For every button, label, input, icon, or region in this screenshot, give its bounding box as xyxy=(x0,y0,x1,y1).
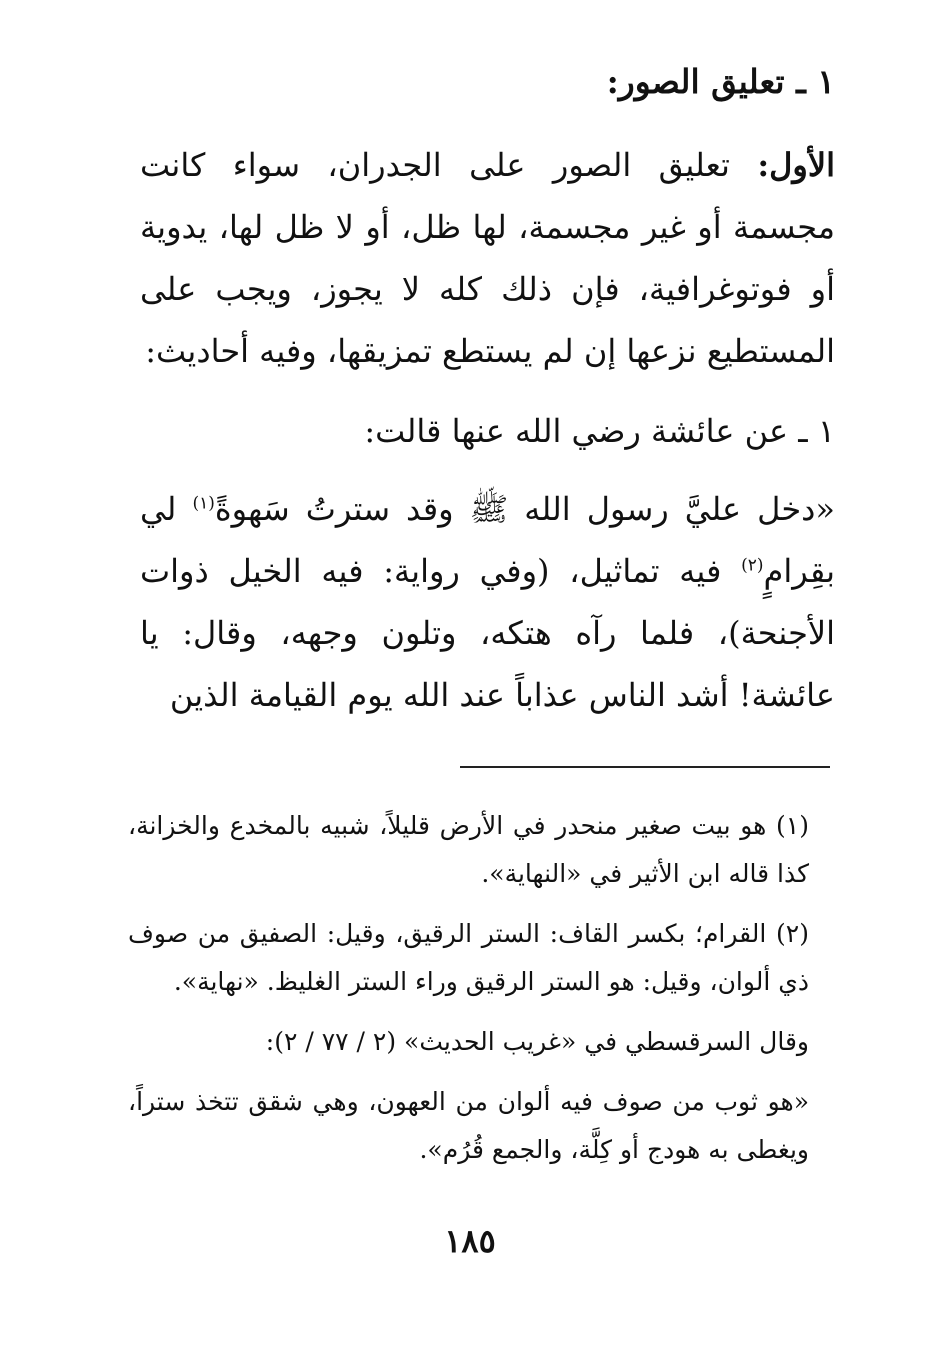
paragraph-first xyxy=(140,134,835,382)
page-number: ١٨٥ xyxy=(444,1222,496,1260)
paragraph-lead: الأول: xyxy=(757,146,835,184)
hadith-part-3: فيه تماثيل، (وفي رواية: فيه الخيل ذوات الأجنحة)، فلما رآه هتكه، وتلون وجهه، وقال: يا عائشة! أشد الناس عذاباً عند الله يوم القيامة الذين xyxy=(140,552,835,714)
footnote-2-quote: «هو ثوب من صوف فيه ألوان من العهون، وهي شقق تتخذ ستراً، ويغطى به هودج أو كِلَّة، والجمع قُرُم». xyxy=(128,1087,809,1164)
hadith-part-2: لي بقِرامٍ xyxy=(140,490,835,590)
footnote-ref-1[interactable]: (١) xyxy=(192,493,215,514)
footnotes xyxy=(128,802,835,1186)
footnote-1: (١) هو بيت صغير منحدر في الأرض قليلاً، شبيه بالمخدع والخزانة، كذا قاله ابن الأثير في «النهاية». xyxy=(128,811,809,888)
hadith-intro-text: ١ ـ عن عائشة رضي الله عنها قالت: xyxy=(364,412,835,450)
section-heading: ١ ـ تعليق الصور: xyxy=(606,62,835,101)
footnote-2-continuation: وقال السرقسطي في «غريب الحديث» (٢ / ٧٧ / ٢): xyxy=(265,1027,809,1056)
footnote-2: (٢) القرام؛ بكسر القاف: الستر الرقيق، وقيل: الصفيق من صوف ذي ألوان، وقيل: هو الستر الرقيق وراء الستر الغليظ. «نهاية». xyxy=(128,919,809,996)
hadith-part-1: «دخل عليَّ رسول الله ﷺ وقد سترتُ سَهوةً xyxy=(214,490,836,528)
paragraph-text: تعليق الصور على الجدران، سواء كانت مجسمة أو غير مجسمة، لها ظل، أو لا ظل لها، يدوية أو فوتوغرافية، فإن ذلك كله لا يجوز، ويجب على المستطيع نزعها إن لم يستطع تمزيقها، وفيه أحاديث: xyxy=(140,146,835,370)
hadith-text xyxy=(140,478,835,726)
hadith-intro xyxy=(140,400,835,462)
footnote-ref-2[interactable]: (٢) xyxy=(741,555,764,576)
footnote-divider xyxy=(460,766,830,768)
